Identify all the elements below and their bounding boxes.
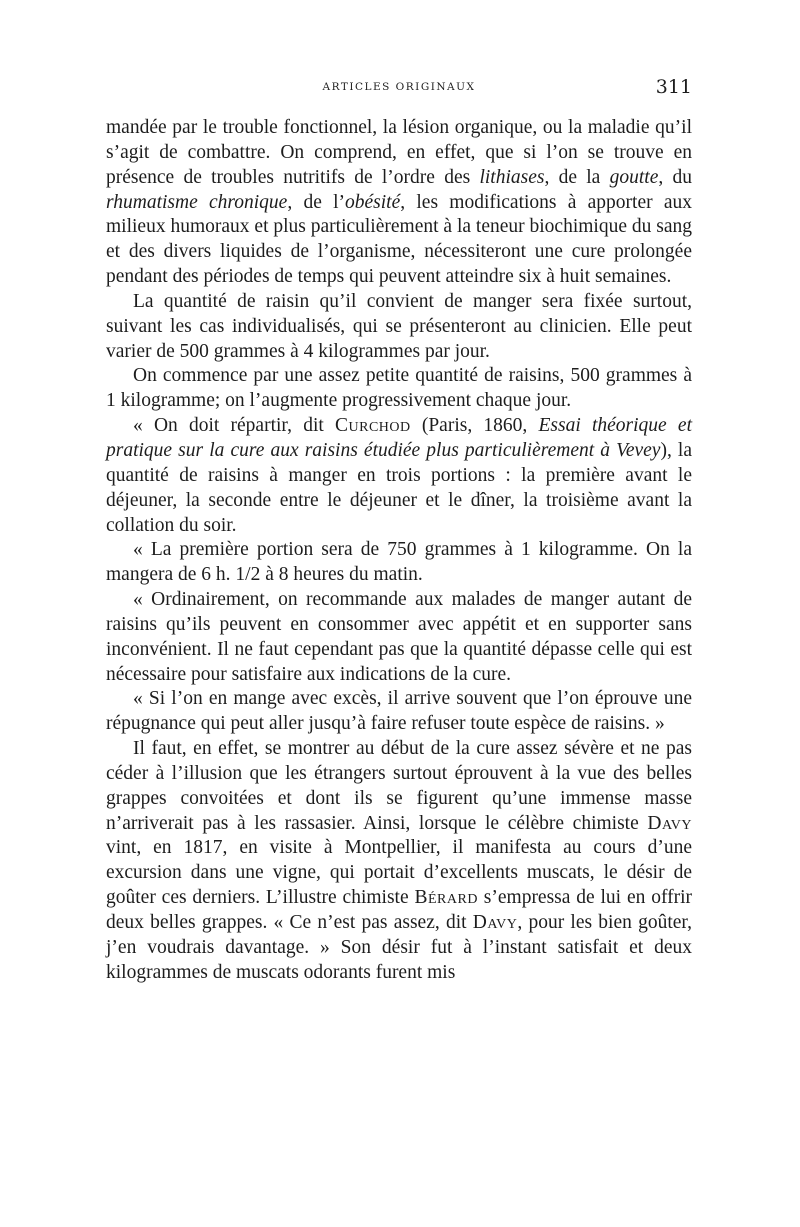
italic-term: lithiases — [479, 166, 545, 188]
paragraph-2: La quantité de raisin qu’il convient de manger sera fixée surtout, suivant les cas individualisés, qui se présenteront au clinicien. Elle peut varier de 500 grammes à 4 kilogrammes par jour. — [106, 290, 692, 362]
paragraph-5: « La première portion sera de 750 grammes à 1 kilogramme. On la mangera de 6 h. 1/2 à 8 heures du matin. — [106, 539, 692, 586]
person-name: Davy — [647, 812, 692, 834]
book-title: Essai théorique et pratique sur la cure aux raisins étudiée plus particulièrement à Vevey — [106, 415, 692, 461]
italic-term: rhumatisme chronique — [106, 191, 288, 213]
running-title: ARTICLES ORIGINAUX — [322, 81, 476, 93]
author-name: Curchod — [335, 415, 411, 437]
running-header — [106, 76, 692, 98]
page-number: 311 — [655, 76, 692, 98]
paragraph-7: « Si l’on en mange avec excès, il arrive souvent que l’on éprouve une répugnance qui peut aller jusqu’à faire refuser toute espèce de raisins. » — [106, 688, 692, 735]
italic-term: obésité — [345, 191, 401, 213]
person-name: Davy — [472, 912, 518, 933]
paragraph-3: On commence par une assez petite quantité de raisins, 500 grammes à 1 kilogramme; on l’augmente progressivement chaque jour. — [106, 365, 692, 412]
body-text — [106, 116, 692, 986]
italic-term: goutte — [609, 166, 659, 188]
person-name: Bérard — [414, 887, 478, 909]
paragraph-1: mandée par le trouble fonctionnel, la lésion organique, ou la maladie qu’il s’agit de combattre. On comprend, en effet, que si l’on se trouve en présence de troubles nutritifs de l’ordre des lithiases, de la goutte, du rhumatisme chronique, de l’obésité, les modifications à apporter aux milieux humoraux et plus particulièrement à la teneur biochimique du sang et des divers liquides de l’organisme, nécessiteront une cure prolongée pendant des périodes de temps qui peuvent atteindre six à huit semaines. — [106, 117, 693, 288]
paragraph-8: Il faut, en effet, se montrer au début de la cure assez sévère et ne pas céder à l’illusion que les étrangers surtout éprouvent à la vue des belles grappes convoitées et dont ils se figurent qu’une immense masse n’arriverait pas à les rassasier. Ainsi, lorsque le célèbre chimiste Davy vint, en 1817, en visite à Montpellier, il manifesta au cours d’une excursion dans une vigne, qui portait d’excellents muscats, le désir de goûter ces derniers. L’illustre chimiste Bérard s’empressa de lui en offrir deux belles grappes. « Ce n’est pas assez, dit Davy, pour les bien goûter, j’en voudrais davantage. » Son désir fut à l’instant satisfait et deux kilogrammes de muscats odorants furent mis — [106, 738, 692, 983]
paragraph-6: « Ordinairement, on recommande aux malades de manger autant de raisins qu’ils peuvent en consommer avec appétit et en supporter sans inconvénient. Il ne faut cependant pas que la quantité dépasse celle qui est nécessaire pour satisfaire aux indications de la cure. — [106, 589, 692, 685]
paragraph-4: « On doit répartir, dit Curchod (Paris, 1860, Essai théorique et pratique sur la cure aux raisins étudiée plus particulièrement à Vevey), la quantité de raisins à manger en trois portions : la première avant le déjeuner, la seconde entre le déjeuner et le dîner, la troisième avant la collation du soir. — [106, 415, 692, 536]
